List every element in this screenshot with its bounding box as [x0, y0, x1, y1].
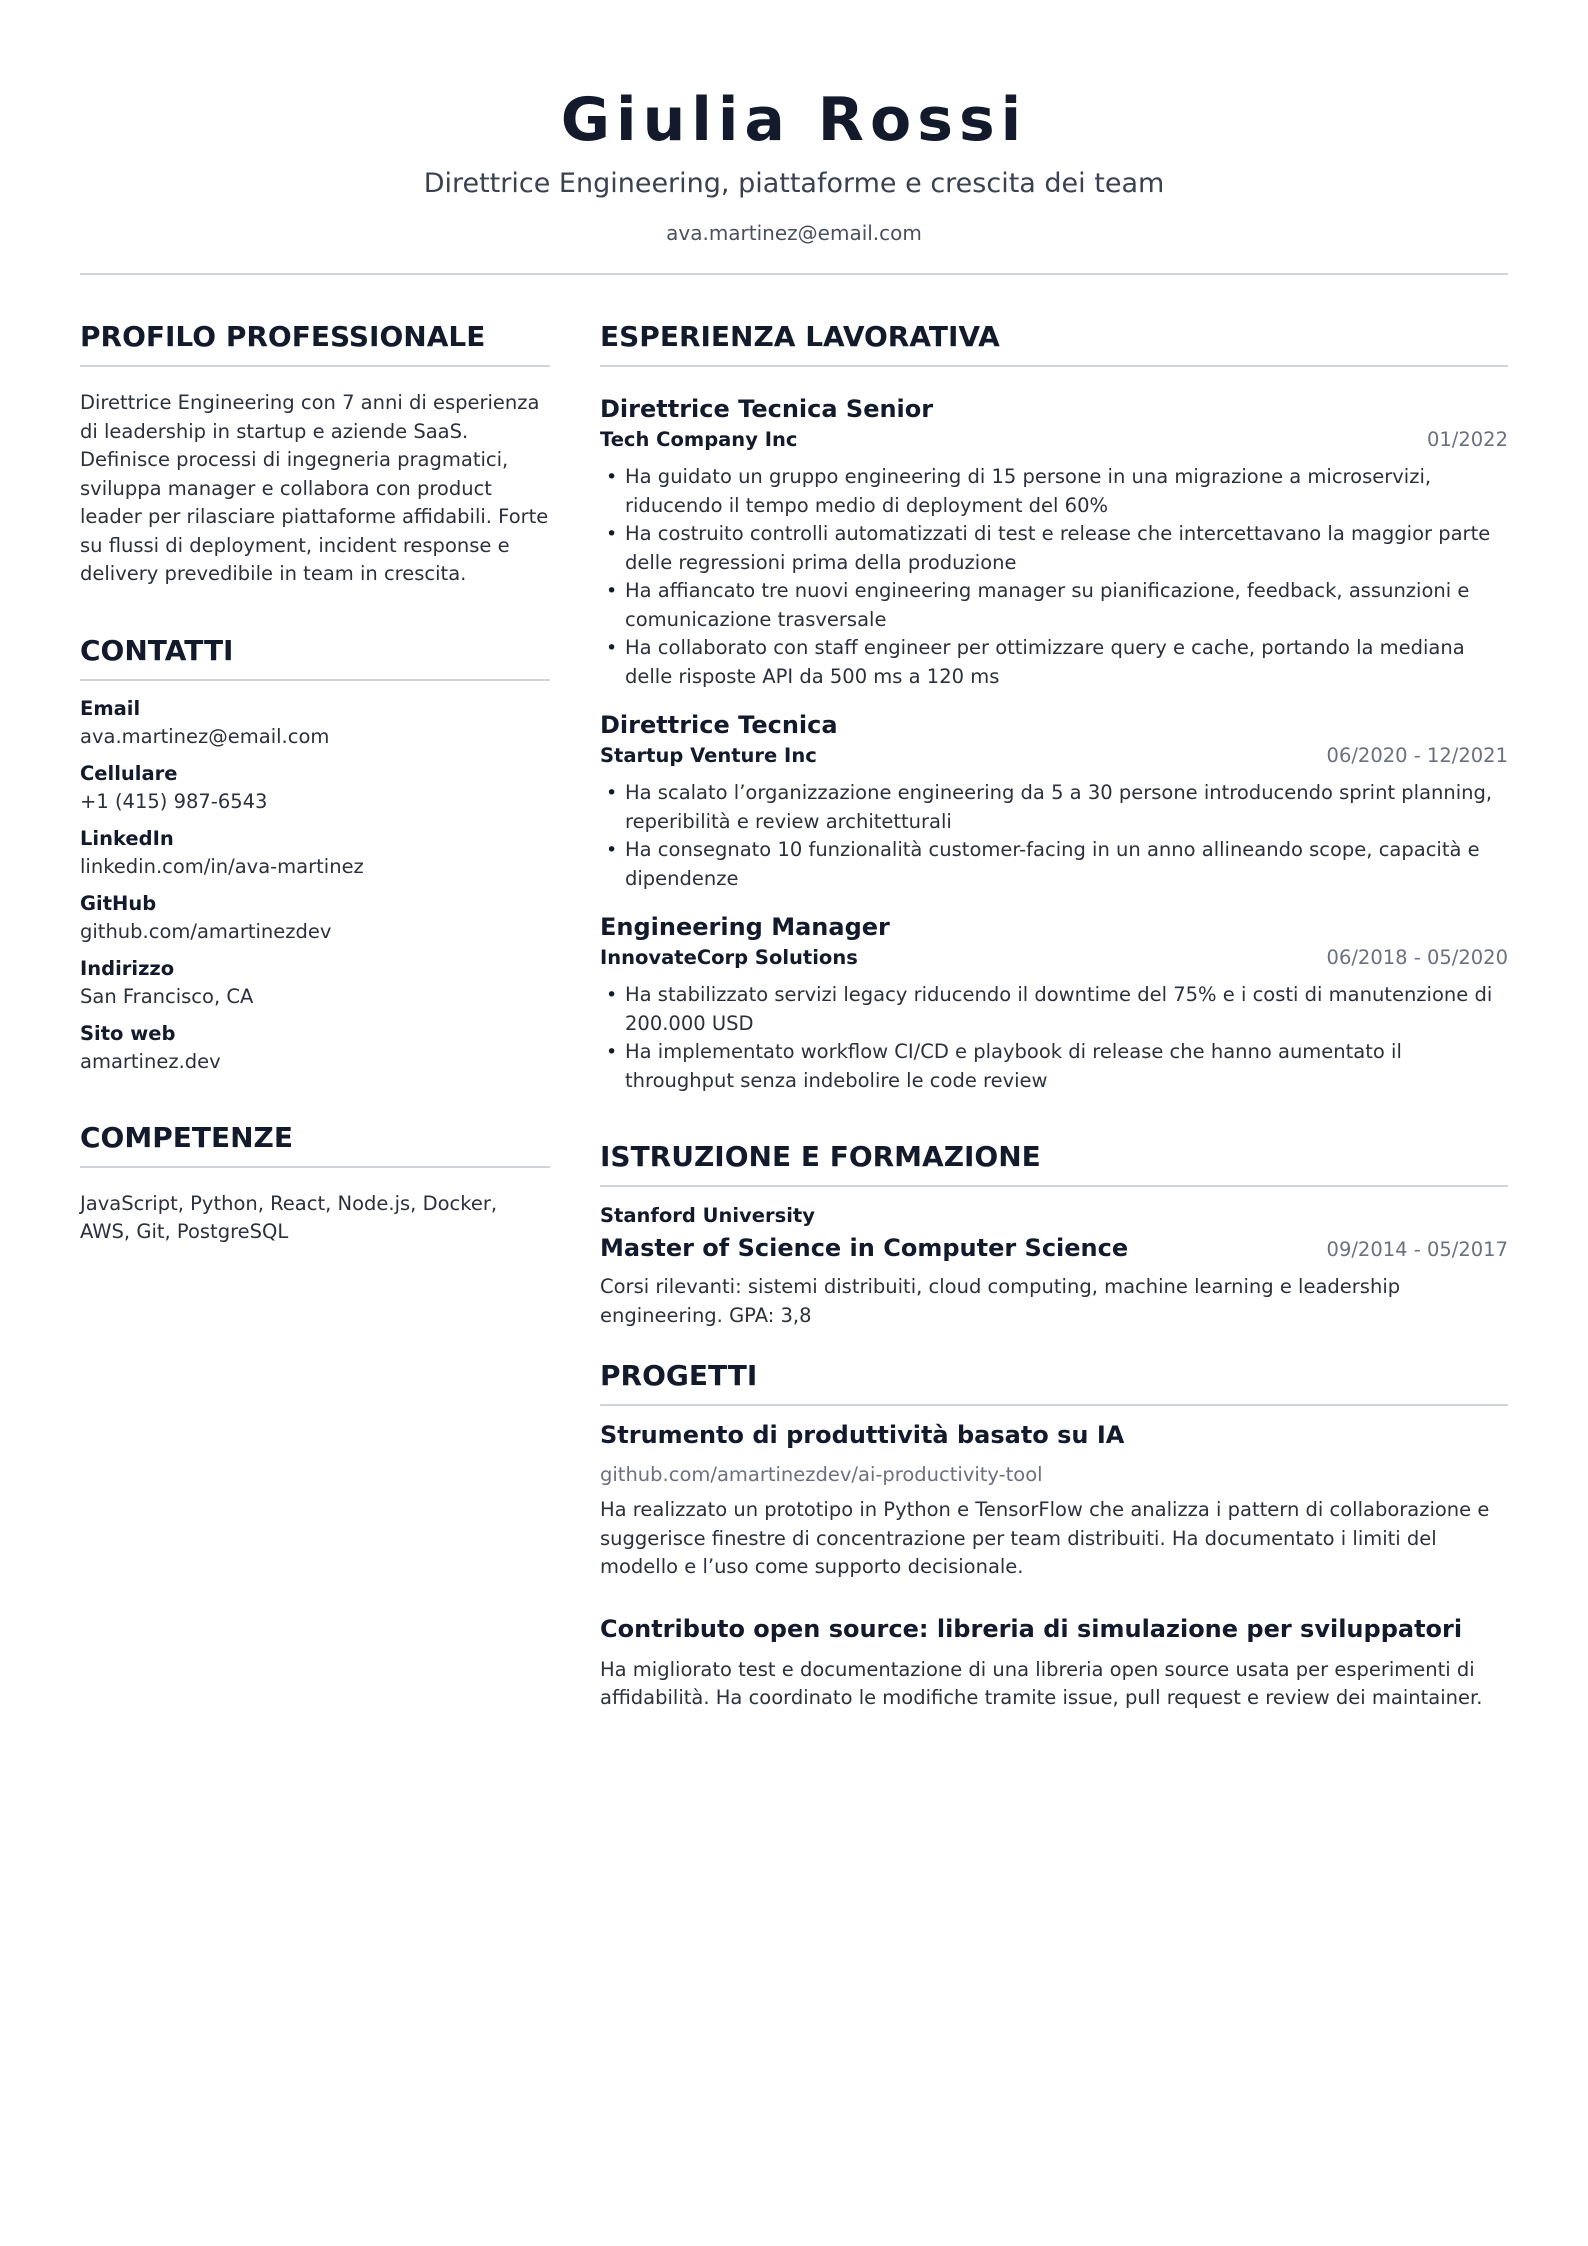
- contact-item-github: [80, 890, 550, 946]
- profile-section: [80, 319, 550, 589]
- job-entry: [600, 709, 1508, 893]
- job-company: Tech Company Inc: [600, 428, 798, 451]
- project-link[interactable]: github.com/amartinezdev/ai-productivity-tool: [600, 1463, 1043, 1486]
- projects-heading: PROGETTI: [600, 1358, 1508, 1406]
- job-dates: 06/2018 - 05/2020: [1326, 946, 1508, 969]
- job-entry: [600, 393, 1508, 691]
- contact-label: Indirizzo: [80, 956, 175, 980]
- education-section: [600, 1139, 1508, 1330]
- contacts-heading: CONTATTI: [80, 633, 550, 681]
- job-bullet: • Ha guidato un gruppo engineering di 15 persone in una migrazione a microservizi, riducendo il tempo medio di deployment del 60%: [600, 463, 1508, 520]
- job-bullet: • Ha implementato workflow CI/CD e playbook di release che hanno aumentato il throughput senza indebolire le code review: [600, 1038, 1508, 1095]
- contact-item-phone: [80, 760, 550, 816]
- profile-heading: PROFILO PROFESSIONALE: [80, 319, 550, 367]
- contact-value: +1 (415) 987-6543: [80, 789, 268, 813]
- contact-value: ava.martinez@email.com: [80, 724, 330, 748]
- skills-heading: COMPETENZE: [80, 1120, 550, 1168]
- contact-item-website: [80, 1020, 550, 1076]
- contact-label: Sito web: [80, 1021, 176, 1045]
- job-meta: [600, 425, 1508, 455]
- skills-section: [80, 1120, 550, 1247]
- degree-meta: [600, 1231, 1508, 1265]
- project-entry: [600, 1418, 1508, 1582]
- degree-title: Master of Science in Computer Science: [600, 1234, 1129, 1262]
- contact-value: linkedin.com/in/ava-martinez: [80, 854, 364, 878]
- education-entry: [600, 1201, 1508, 1330]
- contact-label: LinkedIn: [80, 826, 174, 850]
- contact-list: [80, 695, 550, 1076]
- job-company: Startup Venture Inc: [600, 744, 817, 767]
- project-title: Contributo open source: libreria di simulazione per sviluppatori: [600, 1614, 1463, 1643]
- projects-section: [600, 1358, 1508, 1713]
- job-meta: [600, 943, 1508, 973]
- contact-value: amartinez.dev: [80, 1049, 221, 1073]
- job-bullets: [600, 981, 1508, 1095]
- job-company: InnovateCorp Solutions: [600, 946, 858, 969]
- job-bullet: • Ha collaborato con staff engineer per ottimizzare query e cache, portando la mediana delle risposte API da 500 ms a 120 ms: [600, 634, 1508, 691]
- job-bullet: • Ha consegnato 10 funzionalità customer-facing in un anno allineando scope, capacità e dipendenze: [600, 836, 1508, 893]
- contact-label: Email: [80, 696, 141, 720]
- contacts-section: [80, 633, 550, 1076]
- job-dates: 01/2022: [1426, 428, 1508, 451]
- contact-value: github.com/amartinezdev: [80, 919, 332, 943]
- contact-label: Cellulare: [80, 761, 178, 785]
- contact-item-linkedin: [80, 825, 550, 881]
- education-heading: ISTRUZIONE E FORMAZIONE: [600, 1139, 1508, 1187]
- job-title: Engineering Manager: [600, 913, 890, 941]
- job-dates: 06/2020 - 12/2021: [1326, 744, 1508, 767]
- education-description: Corsi rilevanti: sistemi distribuiti, cloud computing, machine learning e leadership engineering. GPA: 3,8: [600, 1275, 1401, 1327]
- job-bullet: • Ha stabilizzato servizi legacy riducendo il downtime del 75% e i costi di manutenzione di 200.000 USD: [600, 981, 1508, 1038]
- job-entry: [600, 911, 1508, 1095]
- job-bullets: [600, 463, 1508, 691]
- experience-heading: ESPERIENZA LAVORATIVA: [600, 319, 1508, 367]
- experience-section: [600, 319, 1508, 1095]
- right-column: [600, 319, 1508, 1757]
- candidate-name: Giulia Rossi: [560, 85, 1028, 155]
- project-entry: [600, 1612, 1508, 1713]
- header-divider: [80, 273, 1508, 275]
- header-email: ava.martinez@email.com: [666, 221, 922, 245]
- contact-value: San Francisco, CA: [80, 984, 254, 1008]
- job-title: Direttrice Tecnica Senior: [600, 395, 934, 423]
- project-description: Ha migliorato test e documentazione di una libreria open source usata per esperimenti di affidabilità. Ha coordinato le modifiche tramite issue, pull request e review dei maintainer.: [600, 1657, 1483, 1709]
- job-bullets: [600, 779, 1508, 893]
- job-bullet: • Ha scalato l’organizzazione engineering da 5 a 30 persone introducendo sprint planning, reperibilità e review architetturali: [600, 779, 1508, 836]
- job-bullet: • Ha costruito controlli automatizzati di test e release che intercettavano la maggior parte delle regressioni prima della produzione: [600, 520, 1508, 577]
- education-dates: 09/2014 - 05/2017: [1326, 1238, 1508, 1261]
- project-title: Strumento di produttività basato su IA: [600, 1421, 1125, 1449]
- job-title: Direttrice Tecnica: [600, 711, 838, 739]
- candidate-subtitle: Direttrice Engineering, piattaforme e crescita dei team: [423, 168, 1165, 199]
- profile-text: Direttrice Engineering con 7 anni di esperienza di leadership in startup e aziende SaaS. Definisce processi di ingegneria pragmatici, sviluppa manager e collabora con product leader per rilasciare piattaforme affidabili. Forte su flussi di deployment, incident response e delivery prevedibile in team in crescita.: [80, 391, 549, 585]
- resume-header: [80, 0, 1508, 246]
- contact-label: GitHub: [80, 891, 157, 915]
- contact-item-email: [80, 695, 550, 751]
- resume-columns: [80, 319, 1508, 1757]
- job-meta: [600, 741, 1508, 771]
- job-bullet: • Ha affiancato tre nuovi engineering manager su pianificazione, feedback, assunzioni e comunicazione trasversale: [600, 577, 1508, 634]
- project-description: Ha realizzato un prototipo in Python e TensorFlow che analizza i pattern di collaborazione e suggerisce finestre di concentrazione per team distribuiti. Ha documentato i limiti del modello e l’uso come supporto decisionale.: [600, 1498, 1490, 1578]
- school-name: Stanford University: [600, 1204, 815, 1227]
- left-column: [80, 319, 550, 1757]
- skills-text: JavaScript, Python, React, Node.js, Docker, AWS, Git, PostgreSQL: [80, 1191, 498, 1243]
- contact-item-address: [80, 955, 550, 1011]
